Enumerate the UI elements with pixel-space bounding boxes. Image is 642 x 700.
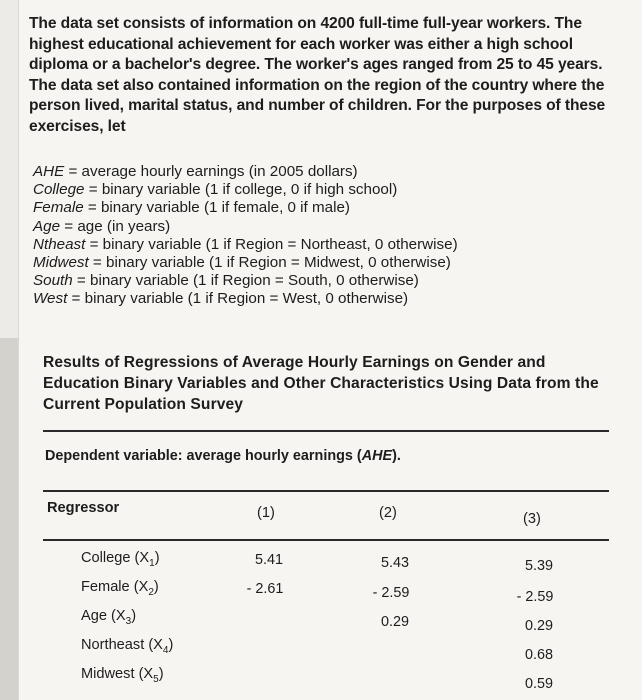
variable-definitions: [33, 163, 633, 309]
dep-var: AHE: [361, 448, 393, 464]
var-name: AHE: [33, 163, 65, 180]
definition-college: [33, 181, 633, 199]
regressor-header: Regressor: [47, 500, 120, 516]
var-desc: = age (in years): [60, 217, 171, 235]
cell-northeast-3: 0.68: [524, 647, 553, 663]
column-header-3: (3): [523, 511, 541, 527]
table-title: Results of Regressions of Average Hourly Earnings on Gender and Education Binary Variables and Other Characteristics Using Data from the Current Population Survey: [43, 354, 599, 413]
var-name: West: [33, 290, 68, 308]
definition-ntheast: [33, 236, 633, 254]
cell-age-3: 0.29: [524, 618, 553, 634]
var-name: Female: [33, 199, 84, 217]
regressor-college: College $(X_1)$: [81, 550, 160, 569]
cell-female-1: - 2.61: [246, 581, 284, 597]
definition-age: [33, 218, 633, 236]
regressor-age: Age $(X_3)$: [81, 608, 137, 627]
scroll-edge-mark: [0, 338, 18, 700]
cell-college-2: 5.43: [380, 555, 409, 571]
var-desc: = binary variable (1 if Region = Midwest, 0 otherwise): [88, 254, 451, 272]
cell-midwest-3: 0.59: [524, 676, 553, 692]
var-desc: = binary variable (1 if Region = South, 0 otherwise): [72, 272, 419, 290]
var-name: College: [33, 181, 85, 199]
header-top-rule: [43, 490, 609, 492]
cell-female-2: - 2.59: [372, 585, 410, 601]
column-header-2: (2): [379, 505, 397, 521]
dependent-variable-label: [45, 448, 401, 464]
var-desc: = binary variable (1 if college, 0 if high school): [84, 181, 398, 199]
cell-college-1: 5.41: [254, 552, 283, 568]
intro-paragraph: The data set consists of information on 4200 full-time full-year workers. The highest educational achievement for each worker was either a high school diploma or a bachelor's degree. The worker's ages ranged from 25 to 45 years. The data set also contained information on the region of the country where the person lived, marital status, and number of children. For the purposes of these exercises, let: [29, 15, 606, 135]
regressor-female: Female $(X_2)$: [81, 579, 159, 598]
regressor-midwest: Midwest $(X_5)$: [81, 666, 164, 685]
definition-west: [33, 290, 633, 308]
cell-female-3: - 2.59: [516, 589, 554, 605]
regressor-northeast: Northeast $(X_4)$: [81, 637, 174, 656]
definition-south: [33, 272, 633, 290]
var-desc: = average hourly earnings (in 2005 dollars): [64, 163, 358, 180]
var-name: Age: [33, 217, 61, 235]
definition-female: [33, 199, 633, 217]
definition-midwest: [33, 254, 633, 272]
var-name: South: [33, 272, 73, 290]
var-name: Midwest: [33, 254, 89, 272]
var-desc: = binary variable (1 if Region = Northeast, 0 otherwise): [85, 235, 458, 253]
document-page: [18, 0, 642, 700]
var-desc: = binary variable (1 if Region = West, 0 otherwise): [67, 290, 409, 308]
column-header-1: (1): [257, 505, 275, 521]
header-bottom-rule: [43, 539, 609, 541]
var-name: Ntheast: [33, 235, 86, 253]
dep-end: ).: [392, 448, 401, 464]
cell-age-2: 0.29: [380, 614, 409, 630]
cell-college-3: 5.39: [524, 558, 553, 574]
dep-text: Dependent variable: average hourly earnings (: [45, 448, 362, 464]
table-top-rule: [43, 430, 609, 432]
var-desc: = binary variable (1 if female, 0 if male): [83, 199, 350, 217]
definition-ahe: [33, 163, 633, 181]
